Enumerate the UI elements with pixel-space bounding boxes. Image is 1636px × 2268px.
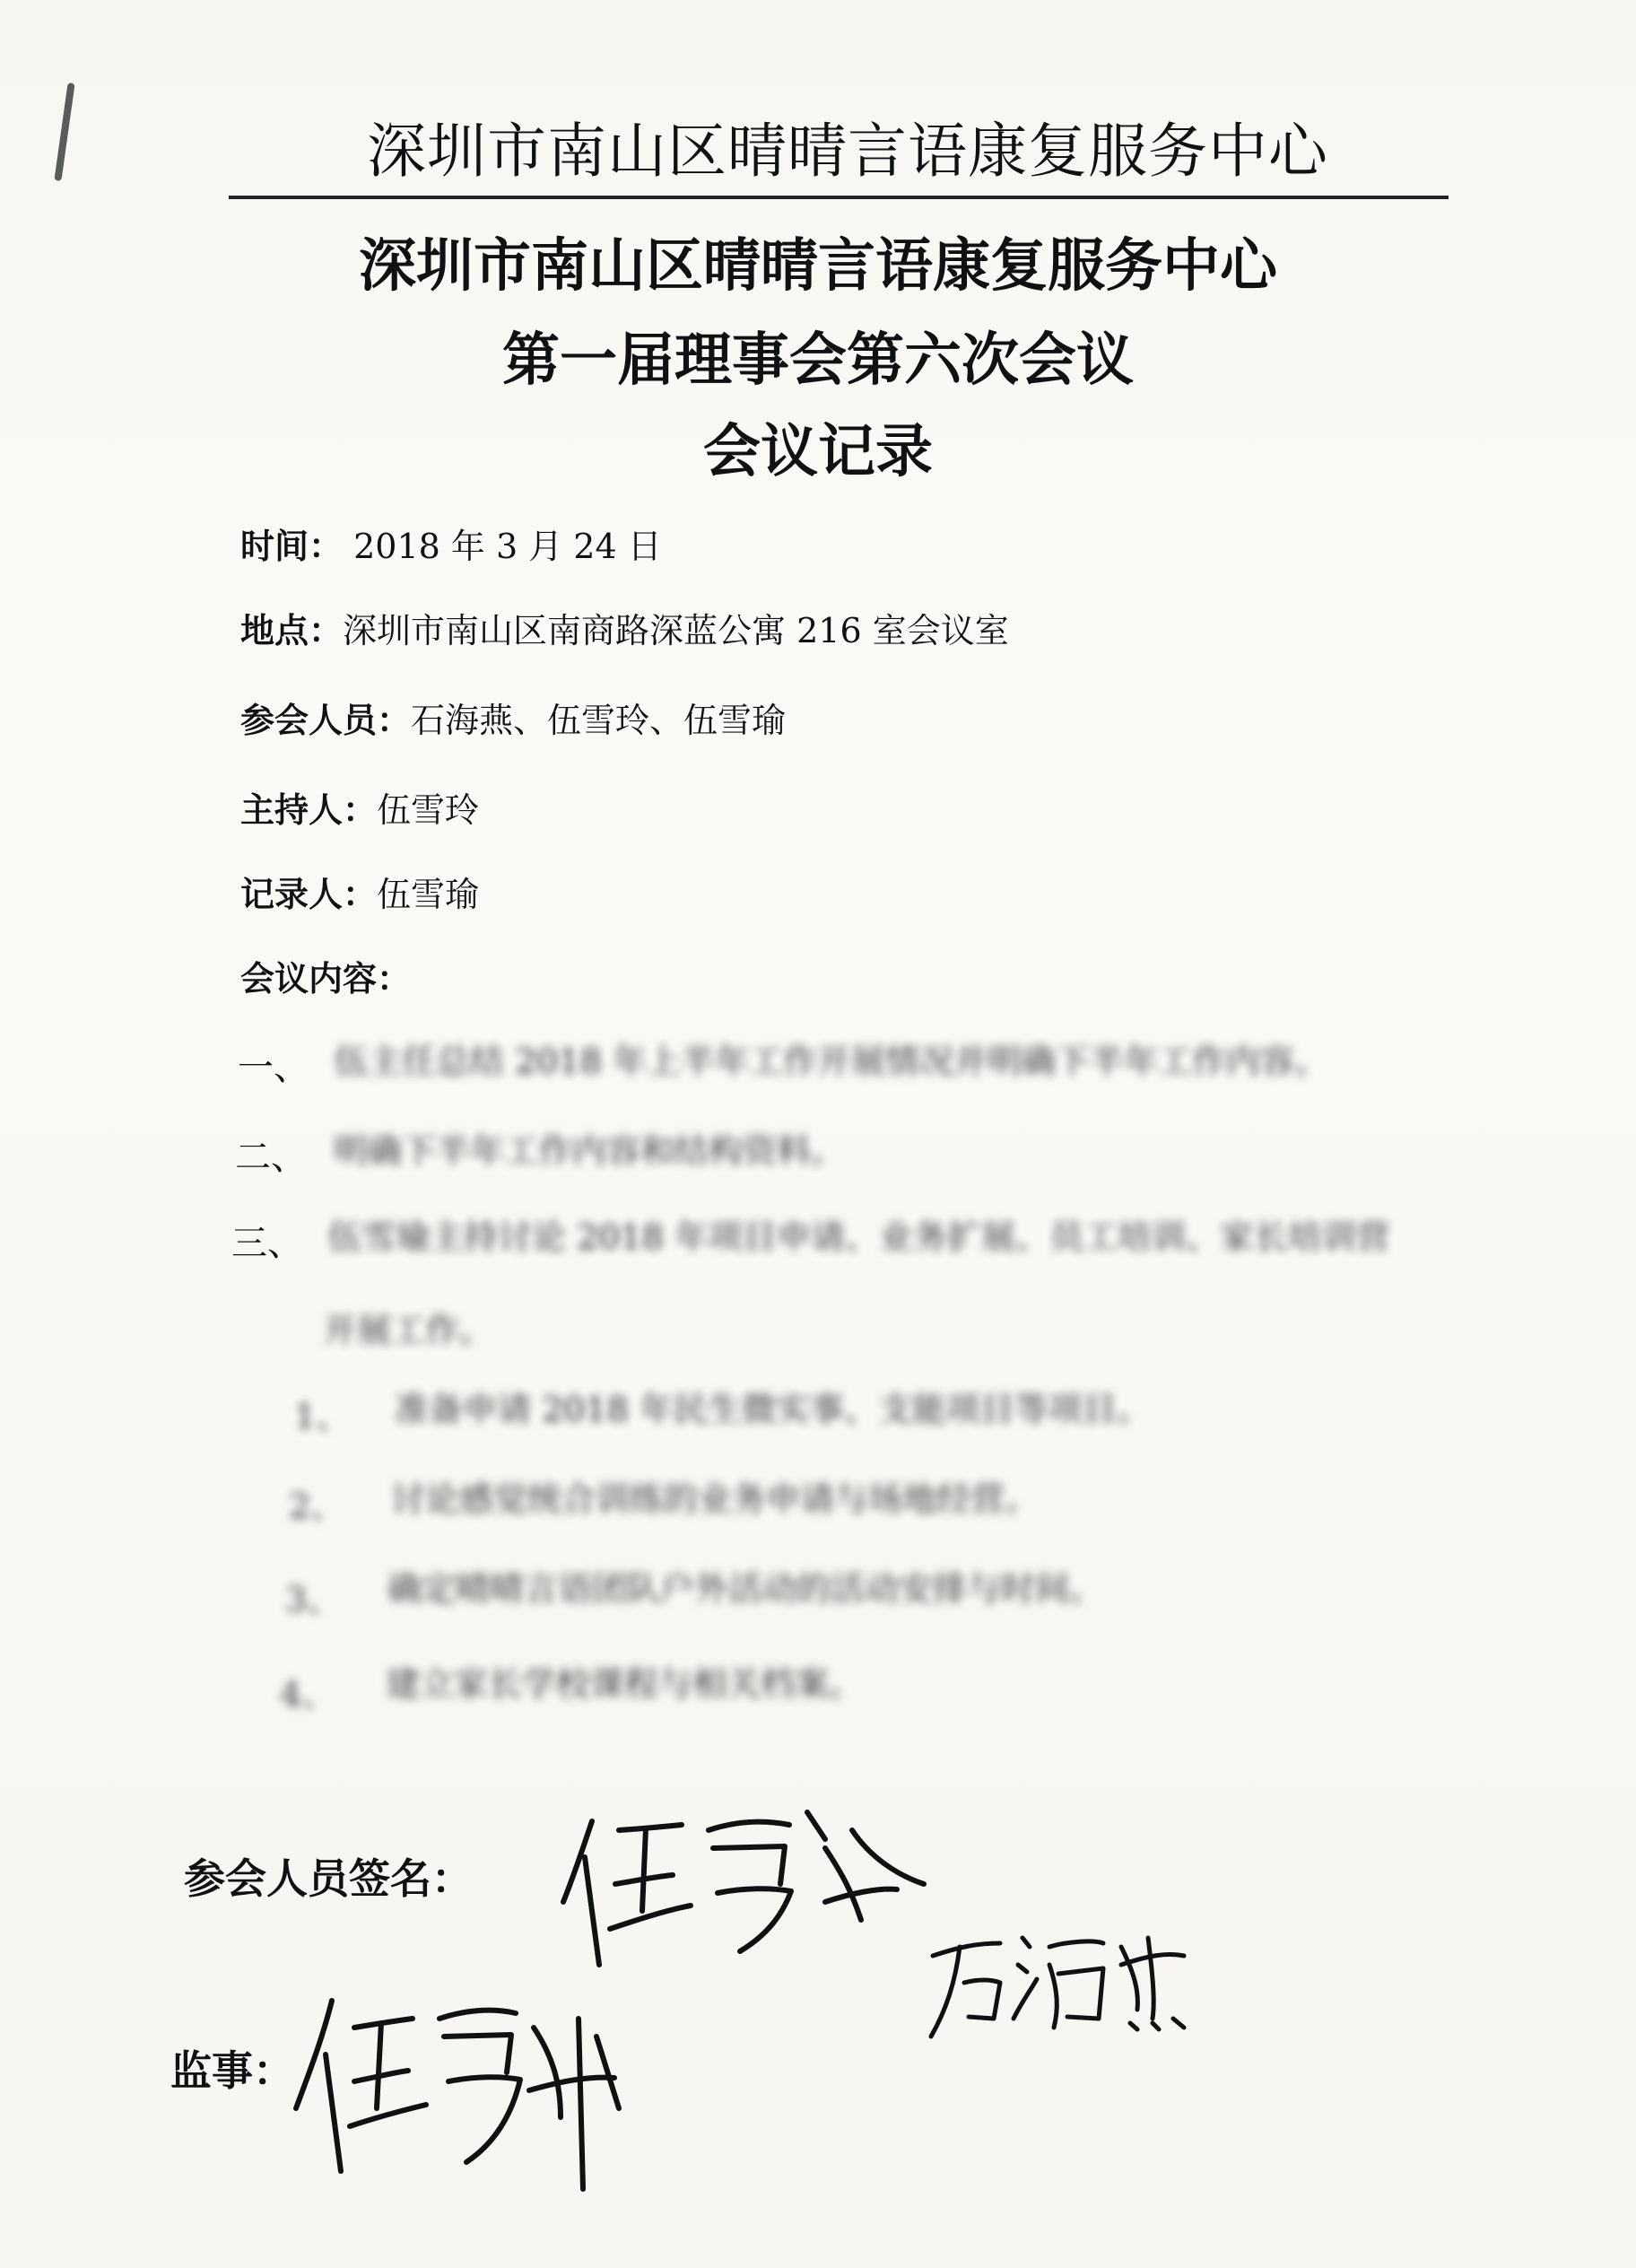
meeting-recorder	[240, 867, 479, 916]
supervisor-signature-label: 监事：	[170, 2046, 294, 2095]
item-2-text: 明确下半年工作内容和结构资料。	[334, 1131, 846, 1171]
signature-wu-xueling	[556, 1794, 933, 1974]
time-value: 2018 年 3 月 24 日	[343, 527, 662, 566]
sub-item-2-number: 2、	[289, 1487, 345, 1526]
item-3-text: 伍雪瑜主持讨论 2018 年项目申请、业务扩展、员工培训、家长培训营	[327, 1217, 1390, 1257]
host-label: 主持人：	[240, 790, 378, 830]
signature-wu-xueyu	[292, 1983, 632, 2207]
item-1-text: 伍主任总结 2018 年上半年工作开展情况并明确下半年工作内容。	[334, 1042, 1328, 1081]
letterhead: 深圳市南山区晴晴言语康复服务中心	[367, 117, 1328, 186]
sub-item-3-text: 确定晴晴言语团队户外活动的活动安排与时间。	[387, 1569, 1104, 1609]
item-3-number: 三、	[231, 1223, 303, 1264]
item-3-text-continued: 开展工作。	[323, 1311, 494, 1350]
attendees-signature-label: 参会人员签名：	[184, 1854, 473, 1903]
item-1-number: 一、	[238, 1047, 309, 1088]
recorder-label: 记录人：	[240, 875, 378, 914]
meeting-attendees	[240, 693, 786, 742]
sub-item-4-number: 4、	[280, 1675, 336, 1714]
place-label: 地点：	[240, 611, 344, 650]
place-value: 深圳市南山区南商路深蓝公寓 216 室会议室	[343, 611, 1009, 650]
title-line-1: 深圳市南山区晴晴言语康复服务中心	[359, 233, 1277, 300]
sub-item-4-text: 建立家长学校课程与相关档案。	[386, 1664, 864, 1704]
title-line-2: 第一届理事会第六次会议	[502, 327, 1134, 394]
sub-item-1-text: 准备申请 2018 年民生微实事、支能项目等项目。	[395, 1390, 1151, 1429]
sub-item-2-text: 讨论感觉统合训练的业务申请与场地经营。	[391, 1479, 1040, 1519]
content-heading	[240, 951, 411, 1000]
letterhead-rule	[229, 196, 1449, 199]
signature-shi-haiyan	[924, 1911, 1202, 2046]
meeting-host	[240, 782, 479, 832]
title-line-3: 会议记录	[703, 419, 933, 485]
item-2-number: 二、	[235, 1137, 307, 1178]
recorder-value: 伍雪瑜	[377, 875, 480, 914]
attendees-value: 石海燕、伍雪玲、伍雪瑜	[411, 701, 787, 740]
host-value: 伍雪玲	[377, 790, 480, 830]
attendees-label: 参会人员：	[240, 701, 412, 740]
sub-item-3-number: 3、	[285, 1580, 342, 1619]
sub-item-1-number: 1、	[294, 1397, 351, 1436]
meeting-place	[240, 603, 1009, 652]
meeting-time	[240, 519, 662, 568]
content-label: 会议内容：	[240, 959, 412, 999]
time-label: 时间：	[240, 527, 344, 566]
